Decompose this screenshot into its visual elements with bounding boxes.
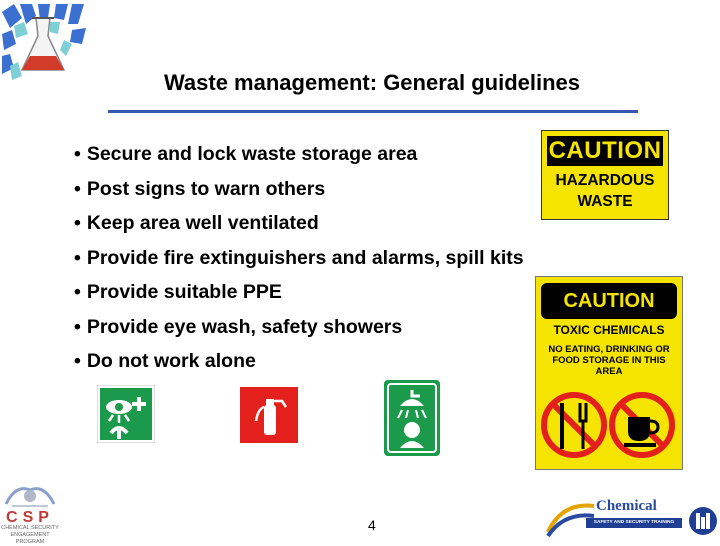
guideline-item: • Secure and lock waste storage area: [74, 137, 524, 172]
toxic-sign-subtitle: TOXIC CHEMICALS: [553, 323, 665, 337]
csp-logo-line2: ENGAGEMENT PROGRAM: [10, 532, 50, 545]
guideline-item: • Provide suitable PPE: [74, 275, 524, 310]
csp-logo-line1: CHEMICAL SECURITY: [1, 525, 59, 531]
guideline-item: • Provide eye wash, safety showers: [74, 310, 524, 345]
hazardous-waste-sign: [541, 130, 669, 220]
hazardous-sign-line1: HAZARDOUS: [555, 172, 655, 189]
chemical-logo-name: Chemical: [596, 498, 657, 514]
guideline-item: • Provide fire extinguishers and alarms, spill kits: [74, 241, 524, 276]
toxic-sign-header: CAUTION: [541, 283, 677, 319]
guideline-item: • Keep area well ventilated: [74, 206, 524, 241]
guideline-item: • Post signs to warn others: [74, 172, 524, 207]
csp-logo: [0, 484, 60, 545]
toxic-sign-message: NO EATING, DRINKING OR FOOD STORAGE IN THIS AREA: [548, 344, 670, 377]
csp-emblem-icon: [0, 484, 60, 510]
slide-title: Waste management: General guidelines: [163, 70, 581, 95]
page-number: 4: [368, 517, 376, 533]
chemical-logo-tagline: SAFETY AND SECURITY TRAINING: [586, 518, 682, 528]
guideline-item: • Do not work alone: [74, 344, 524, 379]
hazardous-sign-line2: WASTE: [577, 193, 633, 210]
eye-wash-sign-icon: [97, 385, 155, 443]
fire-extinguisher-sign-icon: [240, 387, 298, 443]
no-eating-drinking-icon: [536, 385, 682, 469]
safety-shower-sign-icon: [384, 380, 440, 456]
toxic-chemicals-sign: [535, 276, 683, 470]
chemical-safety-logo: [546, 494, 720, 540]
sandia-mark-icon: [688, 506, 718, 536]
guideline-list: [74, 137, 524, 379]
hazardous-sign-header: CAUTION: [548, 137, 662, 164]
title-underline: [108, 110, 638, 113]
csp-logo-name: CSP: [6, 509, 54, 526]
